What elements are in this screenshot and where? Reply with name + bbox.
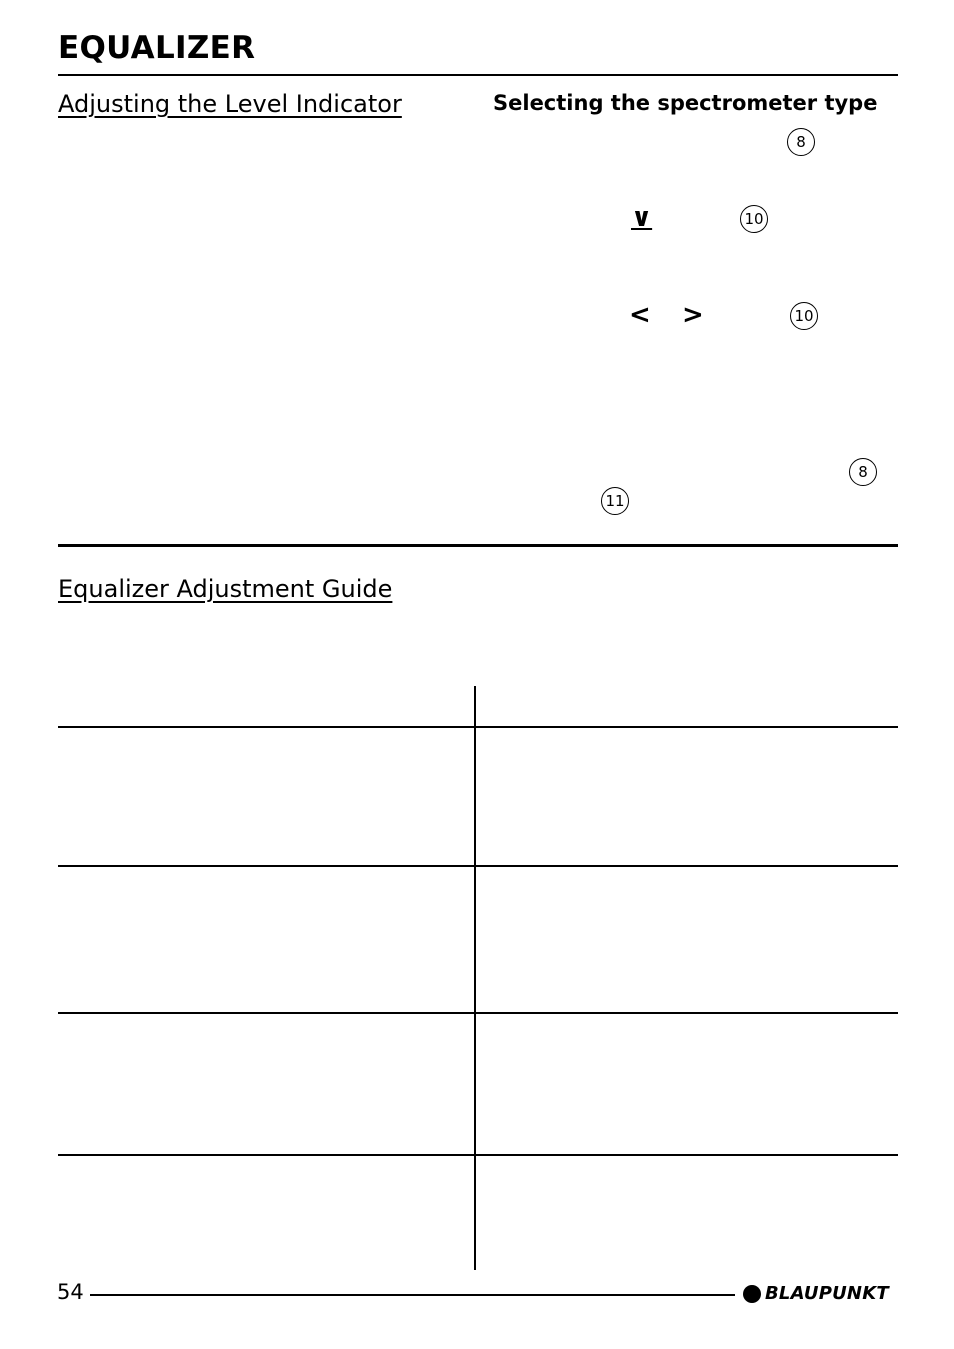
page-title: EQUALIZER	[58, 30, 256, 66]
ref-marker-8: 8	[849, 458, 877, 486]
logo-dot-icon	[743, 1285, 761, 1303]
down-arrow-icon: ∨	[631, 203, 653, 233]
spectrometer-heading: Selecting the spectrometer type	[493, 91, 878, 115]
right-arrow-icon: >	[682, 300, 704, 330]
ref-marker-11: 11	[601, 487, 629, 515]
title-rule	[58, 74, 898, 76]
ref-marker-10: 10	[740, 205, 768, 233]
brand-logo	[743, 1283, 889, 1304]
left-arrow-icon: <	[629, 300, 651, 330]
ref-marker-8: 8	[787, 128, 815, 156]
level-indicator-heading: Adjusting the Level Indicator	[58, 90, 402, 118]
table-column-divider	[474, 686, 476, 1270]
table-row-divider	[58, 865, 898, 867]
section-divider	[58, 544, 898, 547]
ref-marker-10: 10	[790, 302, 818, 330]
page-number: 54	[57, 1280, 84, 1304]
guide-heading: Equalizer Adjustment Guide	[58, 575, 393, 603]
table-row-divider	[58, 726, 898, 728]
table-row-divider	[58, 1012, 898, 1014]
footer-rule	[90, 1294, 735, 1296]
brand-name: BLAUPUNKT	[765, 1283, 889, 1304]
table-row-divider	[58, 1154, 898, 1156]
